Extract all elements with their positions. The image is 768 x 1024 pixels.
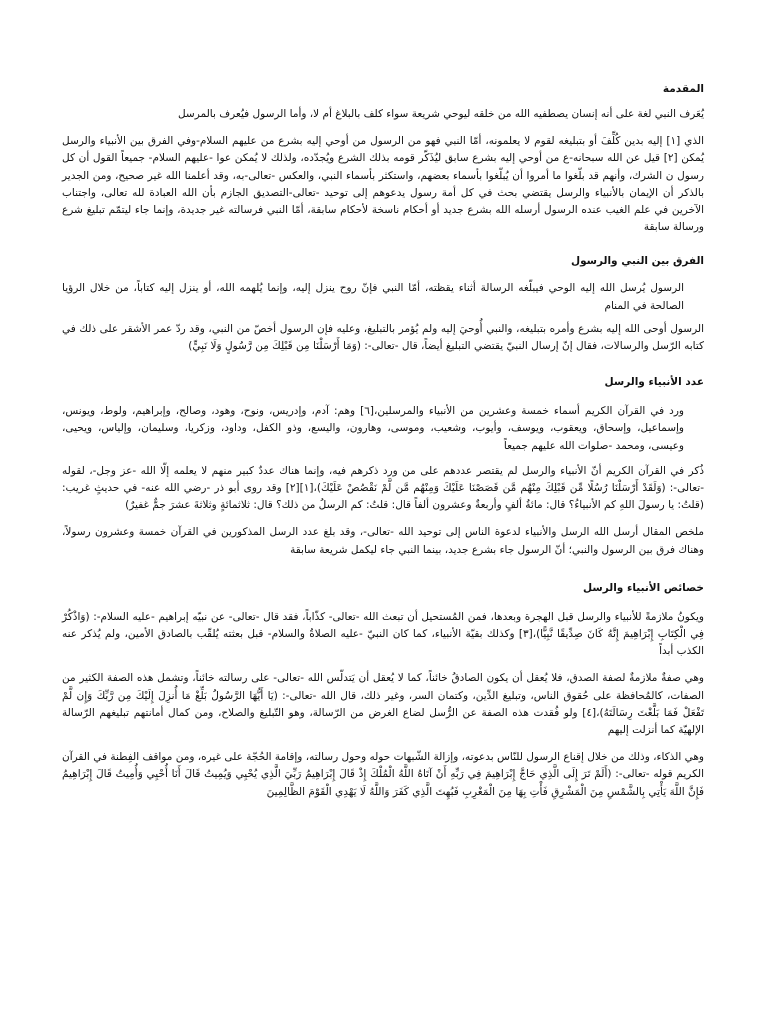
paragraph-intro-1: يُعَرف النبي لغة على أنه إنسان يصطفيه الله من خلقه ليوحي شريعة سواء كلف بالبلاغ أم لا، وأما الرسول فيُعرف بالمرسل — [177, 108, 704, 120]
paragraph-difference-2: الرسول أوحى الله إليه بشرع وأمره بتبليغه، والنبي أُوحيَ إليه ولم يُؤمر بالتبليغ، وعليه فإن الرسول أخصّ من النبي، وقد ردّ عمر الأشقر على ذلك في كتابه الرّسل والرسالات، فقال إنّ إرسال النبيّ يقتضي التبليغ أيضاً، قال -تعالى-: (وَمَا أَرْسَلْنَا مِن قَبْلِكَ مِن رَّسُولٍ وَلَا نَبِيٍّ) — [62, 322, 704, 353]
paragraph-count-summary: ملخص المقال أرسل الله الرسل والأنبياء لدعوة الناس إلى توحيد الله -تعالى-، وقد بلغ عدد الرسل المذكورين في القرآن خمسة وعشرون رسولاً، وهناك فرق بين الرسول والنبي؛ أنّ الرسول جاء بشرع جديد، بينما النبي جاء ليكمل شريعة سابقة — [62, 526, 704, 556]
paragraph-traits-honesty: ويكونُ ملازمةً للأنبياء والرسل قبل الهجرة وبعدها، فمن المُستحيل أن تبعث الله -تعالى- كذّاباً، فقد قال -تعالى- عن نبيّه إبراهيم -عليه السلام-: (وَاذْكُرْ فِي الْكِتَابِ إِبْرَاهِيمَ إِنَّهُ كَانَ صِدِّيقًا نَّبِيًّا)،[٣] وكذلك بقيّة الأنبياء، كما كان النبيّ -عليه الصلاةُ والسلام- قبل بعثته يُلقّب بالصادق الأمين، ولم يُذكر عنه الكذب أبداً — [62, 610, 704, 658]
paragraph-traits-trust: وهي صفةٌ ملازمةٌ لصفة الصدق، فلا يُعقل أن يكون الصادقُ خائناً، كما لا يُعقل أن يَتدلّس الله -تعالى- على رسالته خائناً، وتشمل هذه الصفة الكثير من الصفات، كالمُحافظة على حُقوق الناس، وتبليغ الدِّين، وكتمان السر، وغير ذلك، قال الله -تعالى-: (يَا أَيُّهَا الرَّسُولُ بَلِّغْ مَا أُنزِلَ إِلَيْكَ مِن رَّبِّكَ وَإِن لَّمْ تَفْعَلْ فَمَا بَلَّغْتَ رِسَالَتَهُ)،[٤] ولو فُقدت هذه الصفة عن الرُّسل لضاع الغرض من الرّسالة، وهو التّبليغ والصلاح، ومن كمال أمانتهم تبليغهم الرّسالة الإلهيّة كما أنزلت إليهم — [62, 672, 704, 737]
section-heading-intro: المقدمة — [662, 83, 704, 95]
paragraph-difference-1: الرسول يُرسل الله إليه الوحي فيبلّغه الرسالة أثناء يقظته، أمّا النبي فإنّ روح ينزل إليه، وإنما يُلهمه الله، أو ينزل إليه كتاباً، من خلال الرؤيا الصالحة في المنام — [62, 282, 684, 312]
paragraph-count-1: ورد في القرآن الكريم أسماء خمسة وعشرين من الأنبياء والمرسلين،[٦] وهم: آدم، وإدريس، ونوح، وهود، وصالح، وإبراهيم، ولوط، ويونس، وإسماعيل، وإسحاق، ويعقوب، ويوسف، وأيوب، وشعيب، وموسى، وهارون، واليسع، وذو الكفل، وداود، وزكريا، وسليمان، وإلياس، ويحيى، وعيسى، ومحمد -صلوات الله عليهم جميعاً — [62, 405, 684, 452]
section-heading-count: عدد الأنبياء والرسل — [604, 376, 704, 389]
paragraph-intro-2: الذي [١] إليه بدين كُلِّفَ أو بتبليغه لقوم لا يعلمونه، أمّا النبي فهو من الرسول من أوحي إليه بشرع من عليهم السلام-وفي الفرق بين الأنبياء والرسل يُمكن [٢] قيل عن الله سبحانه-ع من أوحي إليه بشرع سابق ليُذَكّر قومه بذلك الشرع ويُجدّده، ولذلك لا يُمكن عوا -عليهم السلام- جميعاً القول أن كل رسول ن الشرك، وأنهم قد بلّغوا ما أمروا أن يُبلّغوا بأسماء بعضهم، واستكثر بأسماء النبي، والعكس -تعالى-به، وقد أعلمنا الله غير صحيح، ومن الجدير بالذكر أن الإيمان بالأنبياء والرسل يقتضي بحث في كل أمة رسول يدعوهم إلى توحيد -تعالى-التصديق الجازم بأن الله العبادة لله تعالى، واجتناب الآخرين في علم الغيب عنده الرسول أرسله الله بشرع جديد أو أحكام ناسخة لأحكام سابقة، أمّا النبي فرسالته غير جديدة، وإنما جاء ليتمّم تبليغ شرع ورسالة سابقة — [62, 135, 705, 234]
paragraph-traits-intelligence: وهي الذكاء، وذلك من خلال إقناع الرسول للنّاس بدعوته، وإزالة الشّبهات حوله وحول رسالته، وإقامة الحُجّة على غيره، ومن مواقف الفِطنة في القرآن الكريم قوله -تعالى-: (أَلَمْ تَرَ إِلَى الَّذِي حَاجَّ إِبْرَاهِيمَ فِي رَبِّهِ أَنْ آتَاهُ اللَّهُ الْمُلْكَ إِذْ قَالَ إِبْرَاهِيمُ رَبِّيَ الَّذِي يُحْيِي وَيُمِيتُ قَالَ أَنَا أُحْيِي وَأُمِيتُ قَالَ إِبْرَاهِيمُ فَإِنَّ اللَّهَ يَأْتِي بِالشَّمْسِ مِنَ الْمَشْرِقِ فَأْتِ بِهَا مِنَ الْمَغْرِبِ فَبُهِتَ الَّذِي كَفَرَ وَاللَّهُ لَا يَهْدِي الْقَوْمَ الظَّالِمِينَ — [62, 751, 704, 798]
section-heading-traits: خصائص الأنبياء والرسل — [583, 581, 704, 594]
document-page — [62, 82, 704, 801]
paragraph-count-2: ذُكر في القرآن الكريم أنّ الأنبياء والرسل لم يقتصر عددهم على من ورد ذكرهم فيه، وإنما هناك عددٌ كبير منهم لا يعلمه إلّا الله -عز وجل-، لقوله -تعالى-: (وَلَقَدْ أَرْسَلْنَا رُسُلًا مِّن قَبْلِكَ مِنْهُم مَّن قَصَصْنَا عَلَيْكَ وَمِنْهُم مَّن لَّمْ نَقْصُصْ عَلَيْكَ)،[١][٢] وقد روى أبو ذر -رضي الله عنه- في حديثٍ غريب: (قلتُ: يا رسولَ اللهِ كم الأنبياءُ؟ قال: مائةُ ألفٍ وأربعةٌ وعشرون ألفاً قال: قلتُ: كم الرسلُ من ذلك؟ قال: ثلاثمائةٍ وثلاثةَ عشرَ جمٌّ غفيرٌ) — [62, 464, 704, 512]
section-heading-difference: الفرق بين النبي والرسول — [570, 255, 704, 268]
